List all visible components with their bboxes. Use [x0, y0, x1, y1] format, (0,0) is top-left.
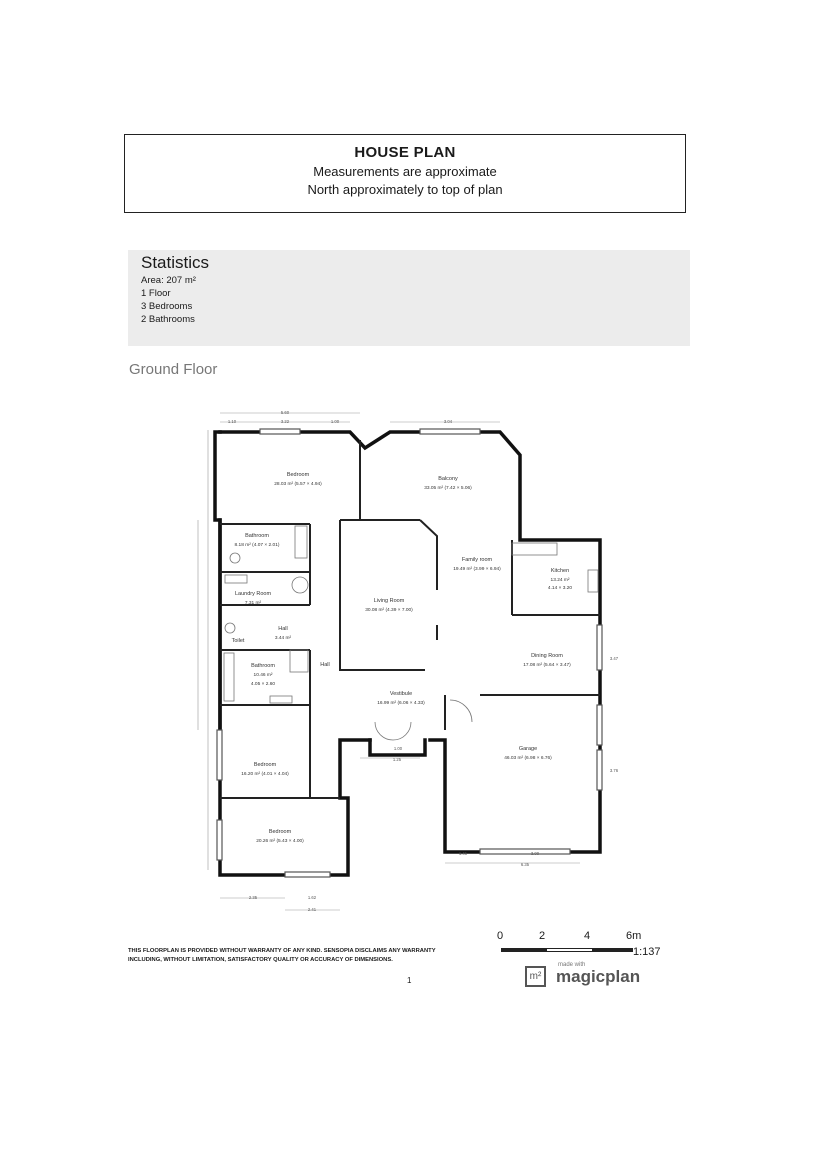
room-bedroom-1-name: Bedroom [286, 472, 310, 478]
fixtures [224, 526, 598, 740]
room-kitchen-area: 13.24 m² [550, 578, 570, 583]
page-number: 1 [407, 976, 412, 985]
dim-top-left: 1.10 [227, 419, 237, 424]
disclaimer-line-1: THIS FLOORPLAN IS PROVIDED WITHOUT WARRANTY OF ANY KIND. SENSOPIA DISCLAIMS ANY WARRANTY [128, 948, 436, 954]
dim-top-mid: 3.22 [280, 419, 290, 424]
dim-top-right: 1.00 [330, 419, 340, 424]
room-bedroom-2-area: 16.20 m² (4.01 × 4.04) [241, 772, 289, 777]
scale-ratio: 1:137 [633, 946, 661, 958]
statistics-title: Statistics [141, 253, 210, 272]
stat-bathrooms: 2 Bathrooms [141, 314, 195, 325]
scale-segment-2 [547, 948, 592, 952]
brand-made-with: made with [558, 962, 586, 968]
room-laundry-name: Laundry Room [234, 591, 272, 597]
dim-bed-overall: 2.41 [307, 907, 317, 912]
room-hall-1-area: 3.44 m² [274, 636, 292, 641]
room-family-area: 19.49 m² (3.99 × 6.94) [453, 567, 501, 572]
stat-bedrooms: 3 Bedrooms [141, 301, 193, 312]
room-hall-2-name: Hall [320, 662, 330, 668]
scale-segment-1 [501, 948, 547, 952]
room-living-area: 30.08 m² (4.39 × 7.00) [365, 608, 413, 613]
room-laundry-area: 7.31 m² [244, 601, 262, 606]
interior-walls [220, 440, 600, 798]
room-bedroom-1-area: 28.03 m² (5.57 × 4.94) [274, 482, 322, 487]
dim-bed-window: 1.62 [307, 895, 317, 900]
room-bathroom-2-area: 10.46 m² [253, 673, 273, 678]
scale-tick-6: 6m [626, 930, 642, 942]
dim-garage-left: 1.41 [458, 851, 468, 856]
stat-floors: 1 Floor [141, 288, 171, 299]
room-kitchen-name: Kitchen [550, 568, 570, 574]
magicplan-logo-icon: m² [525, 966, 546, 987]
room-garage-name: Garage [518, 746, 538, 752]
room-bedroom-3-area: 20.26 m² (5.43 × 4.00) [256, 839, 304, 844]
room-balcony-area: 33.05 m² (7.42 × 5.06) [424, 486, 472, 491]
dim-garage-overall: 6.35 [520, 862, 530, 867]
room-hall-1-name: Hall [278, 626, 288, 632]
brand-name: magicplan [556, 967, 641, 986]
dim-garage-mid: 3.00 [530, 851, 540, 856]
room-bathroom-1-area: 8.18 m² (4.07 × 2.01) [234, 543, 280, 548]
room-vestibule-area: 16.99 m² (6.06 × 4.33) [377, 701, 425, 706]
scale-tick-4: 4 [584, 930, 591, 942]
dim-right-dining: 3.47 [609, 656, 619, 661]
floor-plan [190, 400, 620, 920]
scale-segment-3 [592, 948, 633, 952]
dim-vestibule-width: 1.25 [392, 757, 402, 762]
room-dining-name: Dining Room [531, 653, 563, 659]
dim-top-overall: 5.60 [280, 410, 290, 415]
room-living-name: Living Room [373, 598, 405, 604]
plan-subtitle-north: North approximately to top of plan [307, 182, 503, 197]
plan-title: HOUSE PLAN [354, 144, 456, 161]
stat-area: Area: 207 m² [141, 275, 196, 286]
room-bathroom-2-name: Bathroom [251, 663, 275, 669]
scale-tick-0: 0 [497, 930, 504, 942]
statistics-panel [128, 250, 690, 346]
room-dining-area: 17.08 m² (5.64 × 3.47) [523, 663, 571, 668]
room-garage-area: 46.03 m² (6.98 × 6.76) [504, 756, 552, 761]
room-toilet-name: Toilet [231, 638, 245, 644]
dim-balcony-top: 3.04 [443, 419, 453, 424]
room-kitchen-dims: 4.14 × 3.20 [547, 586, 573, 591]
dim-bed-left: 2.35 [248, 895, 258, 900]
disclaimer-line-2: INCLUDING, WITHOUT LIMITATION, SATISFACTORY QUALITY OR ACCURACY OF DIMENSIONS. [128, 957, 393, 963]
room-vestibule-name: Vestibule [389, 691, 413, 697]
plan-subtitle-measurements: Measurements are approximate [313, 164, 497, 179]
floor-label: Ground Floor [129, 361, 218, 378]
dim-vestibule-door: 1.00 [393, 746, 403, 751]
dim-right-garage: 3.76 [609, 768, 619, 773]
header-box [124, 134, 686, 213]
room-balcony-name: Balcony [438, 476, 458, 482]
brand [525, 962, 685, 992]
room-bathroom-1-name: Bathroom [245, 533, 269, 539]
dimension-lines [198, 413, 620, 910]
room-bathroom-2-dims: 4.05 × 2.60 [250, 682, 276, 687]
scale-tick-2: 2 [539, 930, 546, 942]
room-bedroom-2-name: Bedroom [253, 762, 277, 768]
room-bedroom-3-name: Bedroom [268, 829, 292, 835]
disclaimer [128, 947, 468, 965]
room-family-name: Family room [461, 557, 493, 563]
